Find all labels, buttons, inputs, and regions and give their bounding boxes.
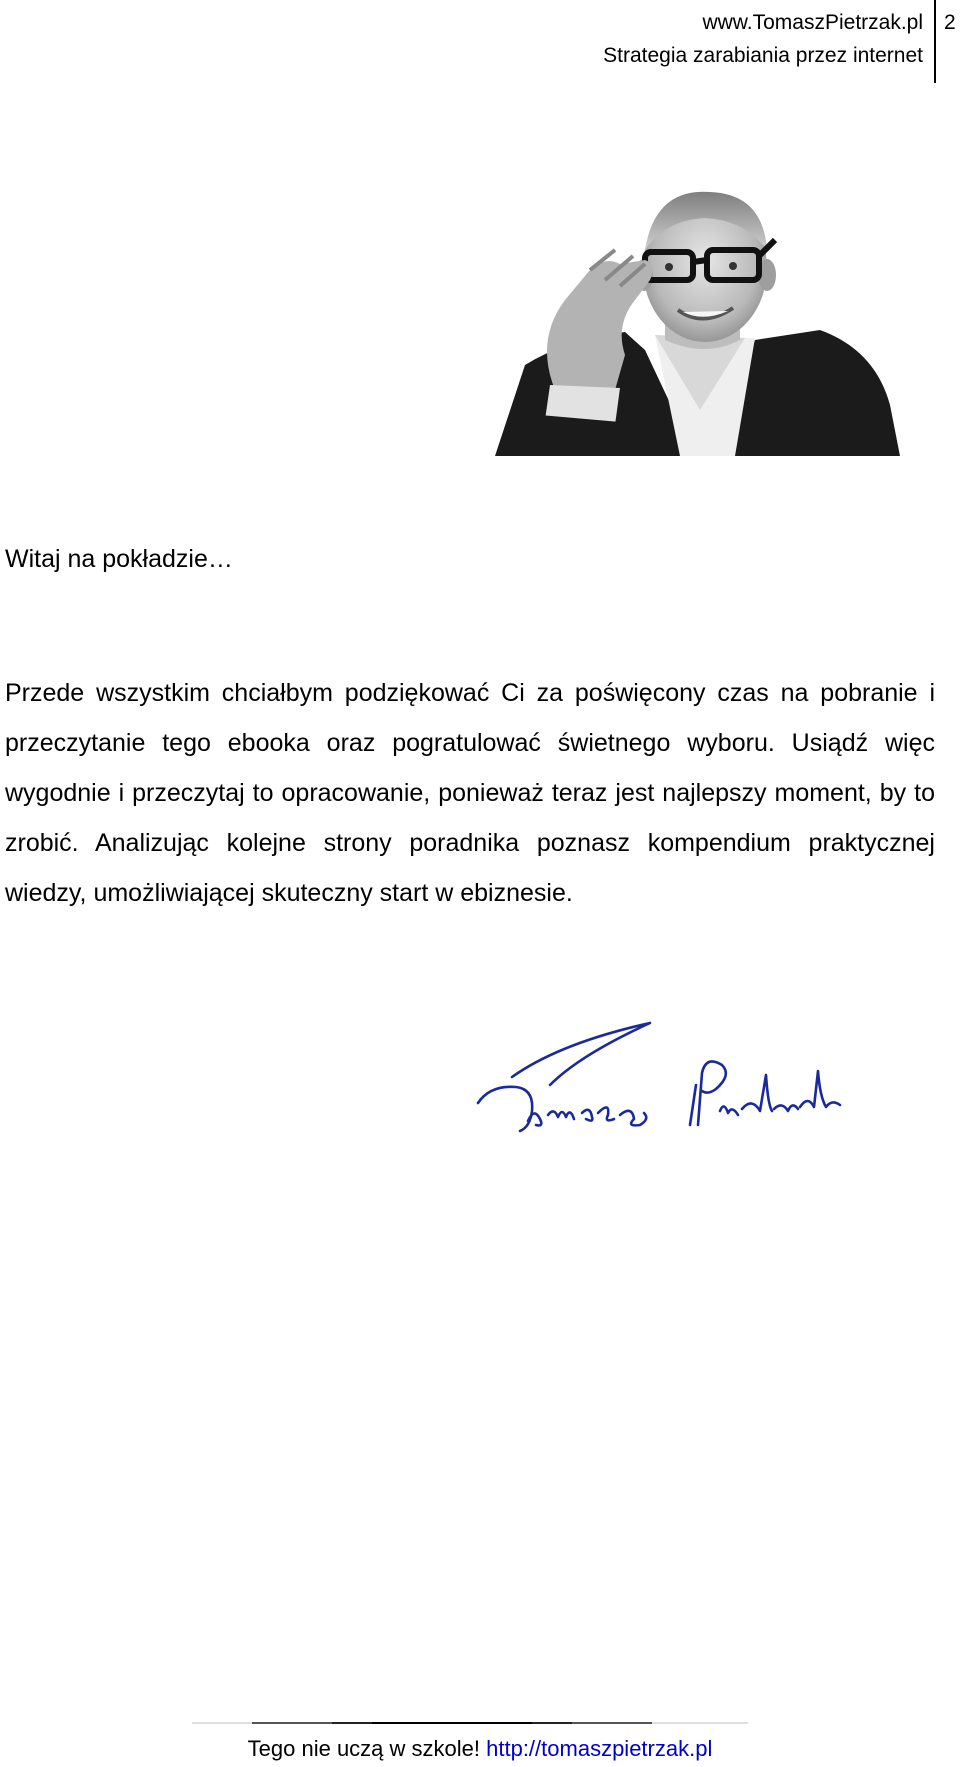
footer-tagline: Tego nie uczą w szkole!	[247, 1736, 487, 1761]
footer-divider	[192, 1722, 748, 1724]
footer-link[interactable]: http://tomaszpietrzak.pl	[486, 1736, 713, 1761]
header-subtitle: Strategia zarabiania przez internet	[603, 44, 923, 67]
greeting-heading: Witaj na pokładzie…	[5, 545, 233, 573]
author-portrait	[495, 190, 900, 456]
page-number: 2	[944, 11, 956, 34]
intro-paragraph: Przede wszystkim chciałbym podziękować Ci za poświęcony czas na pobranie i przeczytanie tego ebooka oraz pogratulować świetnego wyboru. Usiądź więc wygodnie i przeczytaj to opracowanie, ponieważ teraz jest najlepszy moment, by to zrobić. Analizując kolejne strony poradnika poznasz kompendium praktycznej wiedzy, umożliwiającej skuteczny start w ebiznesie.	[5, 679, 935, 907]
page-header	[0, 0, 960, 90]
header-divider	[934, 0, 936, 83]
page-footer	[0, 1736, 960, 1762]
header-text-block	[323, 10, 923, 69]
header-site-url[interactable]: www.TomaszPietrzak.pl	[702, 11, 923, 34]
signature-image	[470, 1015, 880, 1155]
